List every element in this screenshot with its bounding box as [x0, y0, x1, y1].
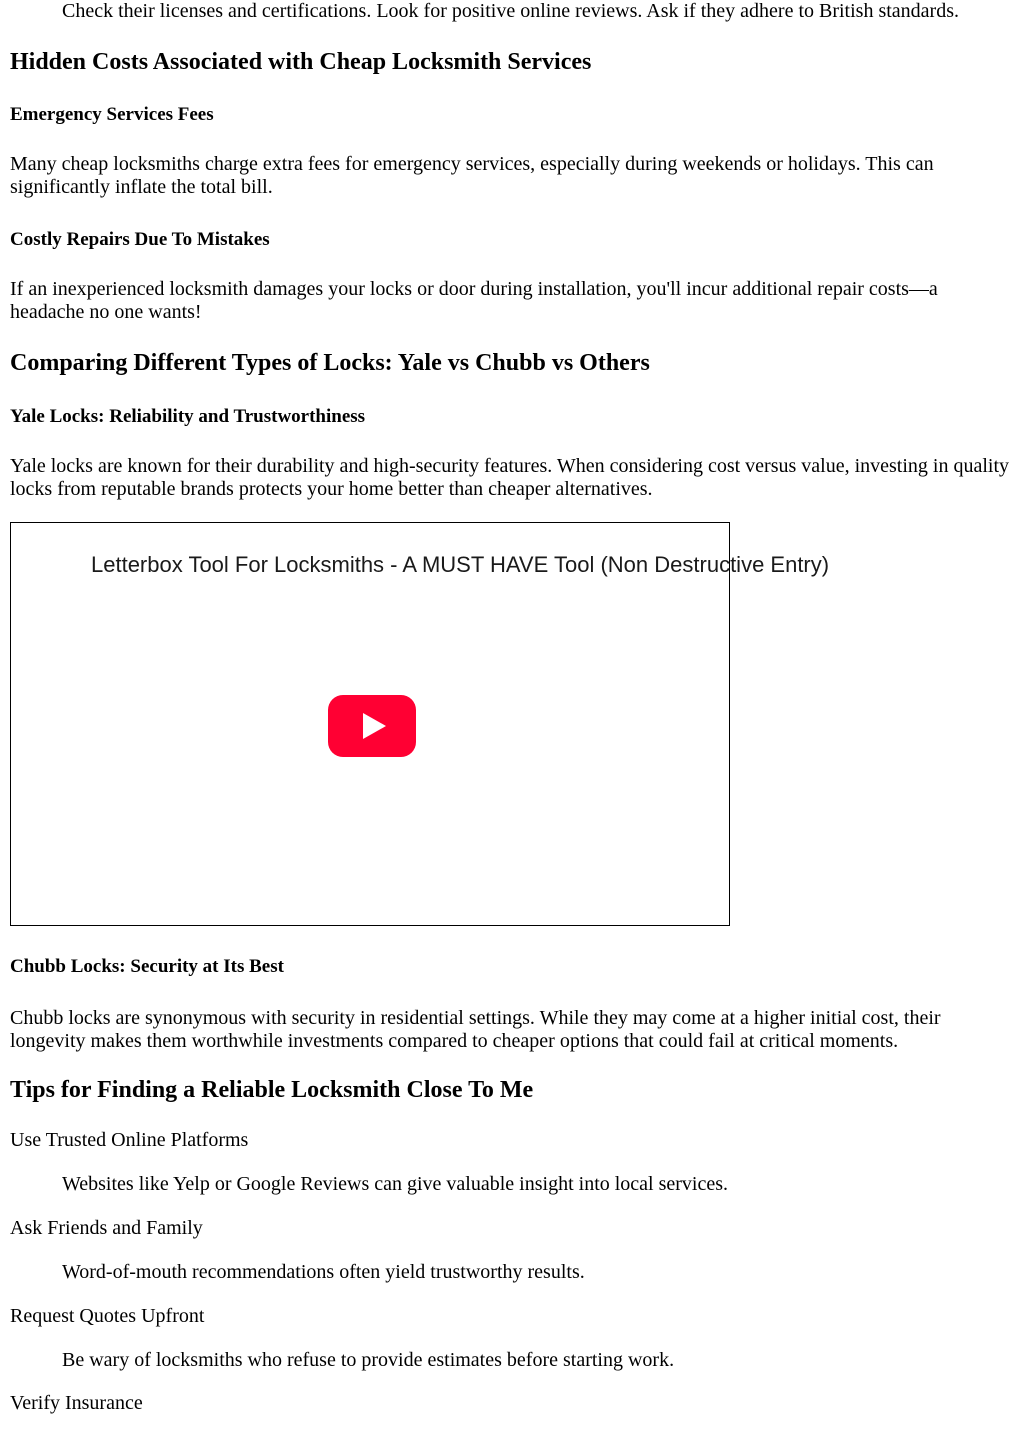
comparing-locks-heading: Comparing Different Types of Locks: Yale vs Chubb vs Others — [10, 350, 650, 376]
costly-repairs-text: If an inexperienced locksmith damages your locks or door during installation, you'll incur additional repair costs—a headache no one wants! — [10, 278, 938, 323]
yale-locks-text: Yale locks are known for their durability and high-security features. When considering cost versus value, investing in quality locks from reputable brands protects your home better than cheaper alternatives. — [10, 455, 1010, 500]
video-title[interactable]: Letterbox Tool For Locksmiths - A MUST HAVE Tool (Non Destructive Entry) — [91, 552, 830, 577]
tip-term: Request Quotes Upfront — [10, 1305, 205, 1327]
costly-repairs-heading: Costly Repairs Due To Mistakes — [10, 229, 270, 250]
tip-term: Verify Insurance — [10, 1392, 143, 1414]
emergency-fees-text: Many cheap locksmiths charge extra fees for emergency services, especially during weekends or holidays. This can significantly inflate the total bill. — [10, 153, 934, 198]
tip-term: Use Trusted Online Platforms — [10, 1129, 249, 1151]
tips-heading: Tips for Finding a Reliable Locksmith Close To Me — [10, 1077, 534, 1103]
yale-locks-heading: Yale Locks: Reliability and Trustworthiness — [10, 406, 366, 427]
chubb-locks-heading: Chubb Locks: Security at Its Best — [10, 956, 284, 977]
play-button[interactable] — [328, 695, 416, 757]
tip-description: Websites like Yelp or Google Reviews can give valuable insight into local services. — [62, 1173, 729, 1195]
tip-description: Word-of-mouth recommendations often yield trustworthy results. — [62, 1261, 585, 1283]
chubb-locks-text: Chubb locks are synonymous with security in residential settings. While they may come at a higher initial cost, their longevity makes them worthwhile investments compared to cheaper options that could fail at critical moments. — [10, 1007, 941, 1052]
intro-line: Check their licenses and certifications. Look for positive online reviews. Ask if they adhere to British standards. — [62, 0, 959, 22]
play-icon — [328, 695, 416, 757]
emergency-fees-heading: Emergency Services Fees — [10, 104, 214, 125]
hidden-costs-heading: Hidden Costs Associated with Cheap Locksmith Services — [10, 49, 592, 75]
tip-description: Be wary of locksmiths who refuse to provide estimates before starting work. — [62, 1349, 675, 1371]
tip-term: Ask Friends and Family — [10, 1217, 203, 1239]
video-embed[interactable] — [10, 522, 830, 926]
